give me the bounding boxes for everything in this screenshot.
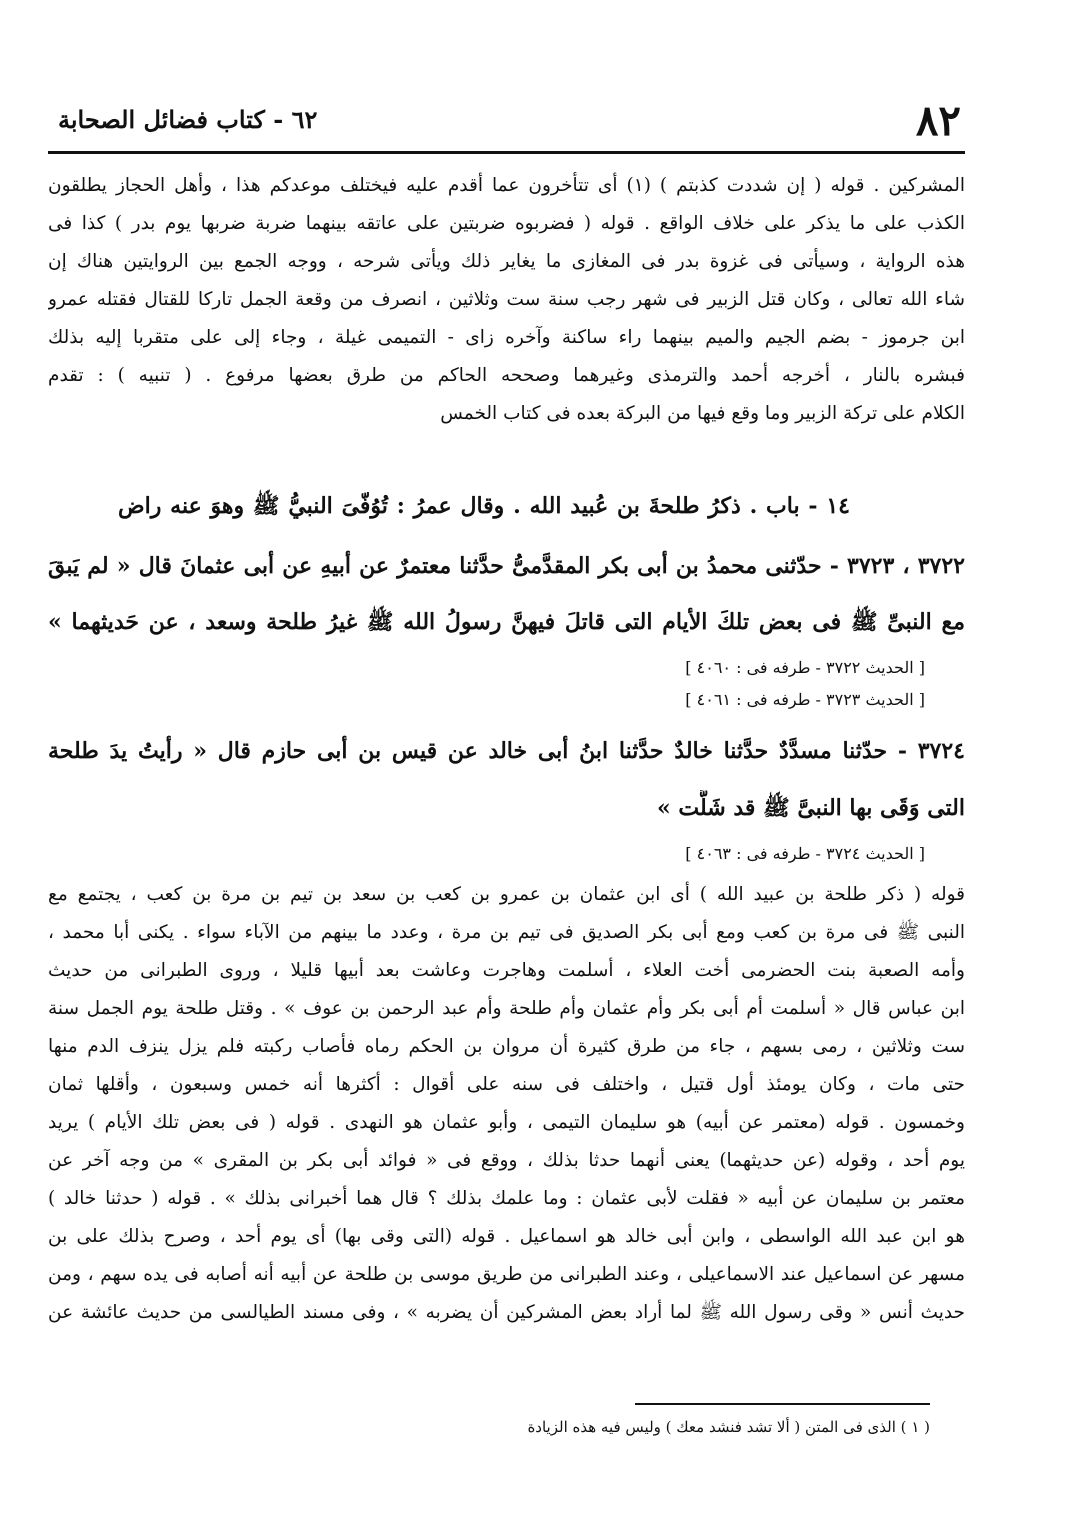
footnote-rule <box>635 1403 930 1405</box>
hadith-line: مع النبىِّ ﷺ فى بعض تلكَ الأيام التى قاتلَ فيهنَّ رسولُ الله ﷺ غيرُ طلحة وسعد ، عن حَديثهما » <box>48 609 965 635</box>
hadith-reference: [ الحديث ٣٧٢٤ - طرفه فى : ٤٠٦٣ ] <box>685 844 925 863</box>
commentary-line: النبى ﷺ فى مرة بن كعب ومع أبى بكر الصديق فى تيم بن مرة ، وعدد ما بينهم من الآباء سواء . يكنى أبا محمد ، <box>48 922 965 943</box>
commentary-line: يوم أحد ، وقوله (عن حديثهما) يعنى أنهما حدثا بذلك ، ووقع فى « فوائد أبى بكر بن المقرى » من وجه آخر عن <box>48 1150 965 1171</box>
hadith-reference: [ الحديث ٣٧٢٢ - طرفه فى : ٤٠٦٠ ] <box>685 658 925 677</box>
commentary-line: حتى مات ، وكان يومئذ أول قتيل ، واختلف فى سنه على أقوال : أكثرها أنه خمس وسبعون ، وأقلها ثمان <box>48 1074 965 1095</box>
hadith-reference: [ الحديث ٣٧٢٣ - طرفه فى : ٤٠٦١ ] <box>685 690 925 709</box>
commentary-line: ست وثلاثين ، رمى بسهم ، جاء من طرق كثيرة أن مروان بن الحكم رماه فأصاب ركبته فلم يزل ينزف الدم منها <box>48 1036 965 1057</box>
commentary-line: معتمر بن سليمان عن أبيه « فقلت لأبى عثمان : وما علمك بذلك ؟ قال هما أخبرانى بذلك » . قوله ( حدثنا خالد ) <box>48 1188 965 1209</box>
commentary-line: وأمه الصعبة بنت الحضرمى أخت العلاء ، أسلمت وهاجرت وعاشت بعد أبيها قليلا ، وروى الطبرانى من حديث <box>48 960 965 981</box>
commentary-line: حديث أنس « وقى رسول الله ﷺ لما أراد بعض المشركين أن يضربه » ، وفى مسند الطيالسى من حديث عائشة عن <box>48 1302 965 1323</box>
commentary-line: هو ابن عبد الله الواسطى ، وابن أبى خالد هو اسماعيل . قوله (التى وقى بها) أى يوم أحد ، وصرح بذلك على بن <box>48 1226 965 1247</box>
hadith-line: التى وَقَى بها النبىَّ ﷺ قد شَلَّت » <box>657 795 965 821</box>
hadith-line: ٣٧٢٢ ، ٣٧٢٣ - حدّثنى محمدُ بن أبى بكر المقدَّمىُّ حدَّثنا معتمرٌ عن أبيهِ عن أبى عثمانَ قال « لم يَبقَ <box>48 553 965 579</box>
page-number: ٨٢ <box>915 96 961 145</box>
commentary-line: قوله ( ذكر طلحة بن عبيد الله ) أى ابن عثمان بن عمرو بن كعب بن سعد بن تيم بن مرة بن كعب ، يجتمع مع <box>48 884 965 905</box>
hadith-line: ٣٧٢٤ - حدّثنا مسدَّدٌ حدَّثنا خالدٌ حدَّثنا ابنُ أبى خالد عن قيس بن أبى حازم قال « رأيتُ يدَ طلحة <box>48 738 965 764</box>
commentary-line: هذه الرواية ، وسيأتى فى غزوة بدر فى المغازى ما يغاير ذلك ويأتى شرحه ، ووجه الجمع بين الروايتين هناك إن <box>48 251 965 272</box>
commentary-line: ابن جرموز - بضم الجيم والميم بينهما راء ساكنة وآخره زاى - التميمى غيلة ، وجاء إلى على متقربا إليه بذلك <box>48 327 965 348</box>
commentary-line: الكلام على تركة الزبير وما وقع فيها من البركة بعده فى كتاب الخمس <box>440 403 965 424</box>
commentary-line: ابن عباس قال « أسلمت أم أبى بكر وأم عثمان وأم طلحة وأم عبد الرحمن بن عوف » . وقتل طلحة يوم الجمل سنة <box>48 998 965 1019</box>
commentary-line: فبشره بالنار ، أخرجه أحمد والترمذى وغيرهما وصححه الحاكم من طرق بعضها مرفوع . ( تنبيه ) : تقدم <box>48 365 965 386</box>
commentary-line: المشركين . قوله ( إن شددت كذبتم ) (١) أى تتأخرون عما أقدم عليه فيختلف موعدكم هذا ، وأهل الحجاز يطلقون <box>48 175 965 196</box>
commentary-line: وخمسون . قوله (معتمر عن أبيه) هو سليمان التيمى ، وأبو عثمان هو النهدى . قوله ( فى بعض تلك الأيام ) يريد <box>48 1112 965 1133</box>
commentary-line: مسهر عن اسماعيل عند الاسماعيلى ، وعند الطبرانى من طريق موسى بن طلحة عن أبيه أنه أصابه فى يده سهم ، ومن <box>48 1264 965 1285</box>
commentary-line: الكذب على ما يذكر على خلاف الواقع . قوله ( فضربوه ضربتين على عاتقه بينهما ضربة ضربها يوم بدر ) كذا فى <box>48 213 965 234</box>
footnote: ( ١ ) الذى فى المتن ( ألا تشد فنشد معك ) وليس فيه هذه الزيادة <box>527 1418 930 1436</box>
commentary-line: شاء الله تعالى ، وكان قتل الزبير فى شهر رجب سنة ست وثلاثين ، انصرف من وقعة الجمل تاركا للقتال فقتله عمرو <box>48 289 965 310</box>
chapter-heading: ١٤ - باب . ذكرُ طلحةَ بن عُبيد الله . وقال عمرُ : تُوُفّىَ النبيُّ ﷺ وهوَ عنه راض <box>118 493 850 519</box>
running-title: ٦٢ - كتاب فضائل الصحابة <box>58 105 318 134</box>
